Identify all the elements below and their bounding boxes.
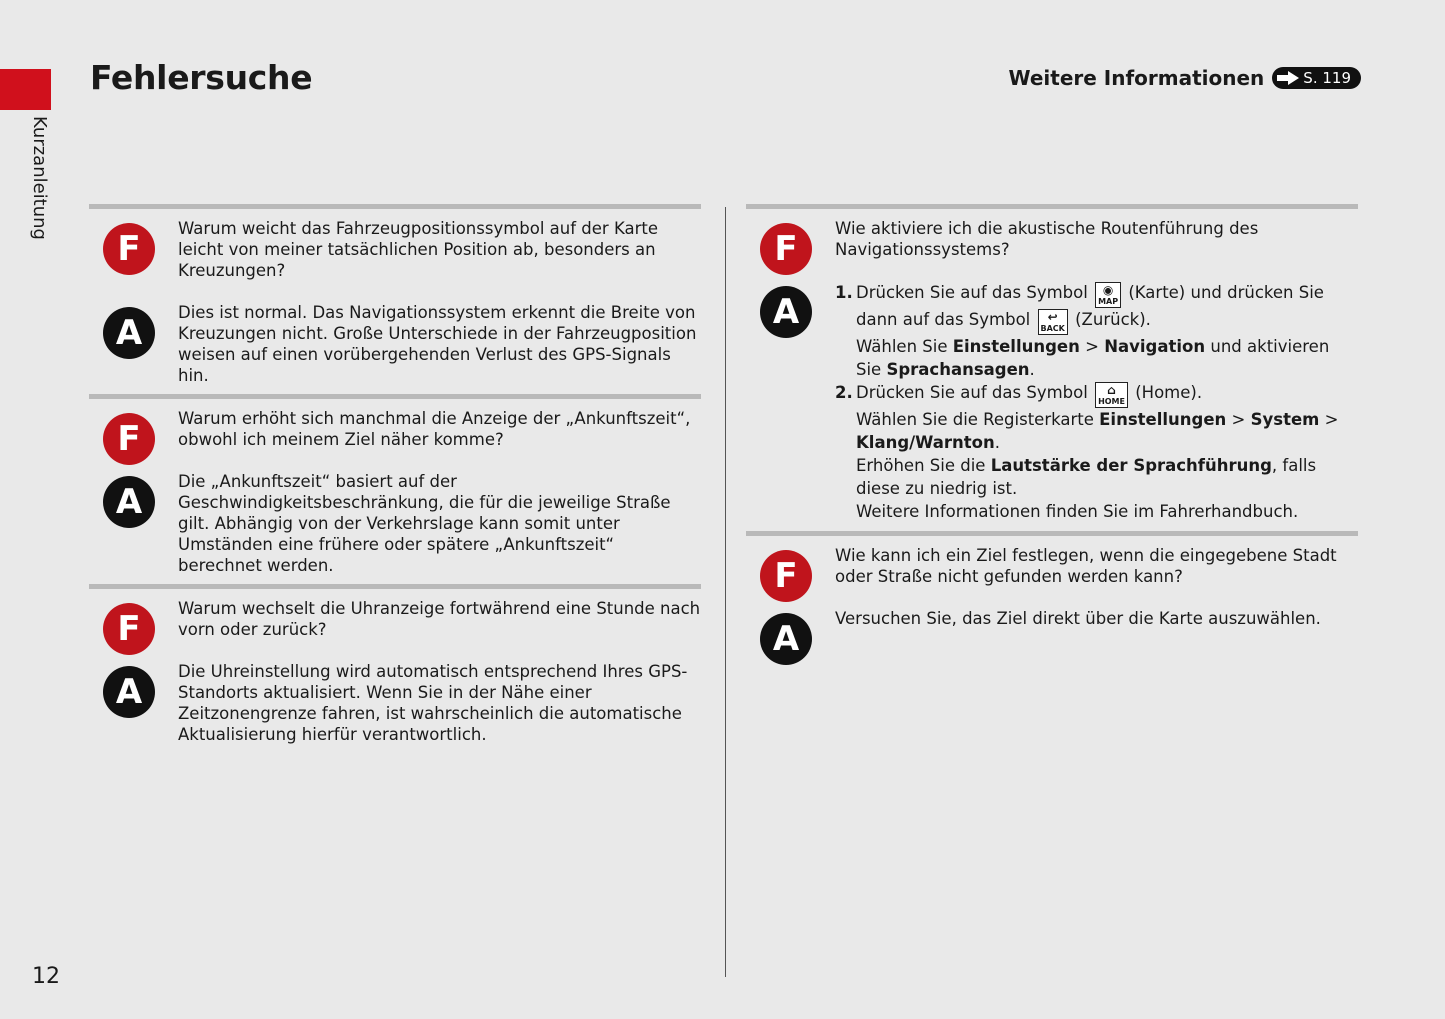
step-text: , falls diese zu niedrig ist. [856, 456, 1317, 498]
column-divider [725, 207, 726, 977]
right-column [746, 204, 1358, 659]
question-text: Warum weicht das Fahrzeugpositionssymbol auf der Karte leicht von meiner tatsächlichen Position ab, besonders an Kreuzungen? [178, 219, 659, 280]
section-label: Kurzanleitung [29, 116, 50, 240]
step-text: und aktivieren Sie [856, 337, 1330, 379]
answer [89, 471, 701, 576]
menu-term: Navigation [1104, 337, 1206, 356]
step-1 [835, 281, 1358, 381]
step-text: Erhöhen Sie die [856, 456, 986, 475]
question [89, 218, 701, 281]
menu-term: Einstellungen [952, 337, 1080, 356]
question-text: Wie aktiviere ich die akustische Routenführung des Navigationssystems? [835, 219, 1259, 259]
answer-badge-icon: A [103, 307, 155, 359]
question [89, 408, 701, 459]
map-icon: ◉ MAP [1095, 282, 1121, 308]
answer-text: Dies ist normal. Das Navigationssystem erkennt die Breite von Kreuzungen nicht. Große Unterschiede in der Fahrzeugposition weisen auf einen vorübergehenden Verlust des GPS-Signals hin. [178, 303, 697, 385]
answer-text: Versuchen Sie, das Ziel direkt über die Karte auszuwählen. [835, 609, 1321, 628]
step-text: (Karte) und drücken Sie dann auf das Symbol [856, 283, 1324, 329]
page-number: 12 [32, 964, 60, 989]
steps-list [835, 281, 1358, 523]
question-badge-icon: F [103, 603, 155, 655]
answer [89, 661, 701, 745]
section-tab [0, 69, 51, 110]
step-2 [835, 381, 1358, 523]
arrow-right-icon [1288, 71, 1299, 85]
step-text: (Zurück). [1075, 310, 1151, 329]
page-reference: S. 119 [1303, 69, 1351, 87]
step-text: (Home). [1135, 383, 1203, 402]
question-text: Wie kann ich ein Ziel festlegen, wenn die eingegebene Stadt oder Straße nicht gefunden werden kann? [835, 546, 1337, 586]
qa-block [746, 531, 1358, 659]
home-icon: ⌂ HOME [1095, 382, 1128, 408]
step-text: Weitere Informationen finden Sie im Fahrerhandbuch. [856, 502, 1299, 521]
step-number: 2. [835, 383, 853, 402]
left-column [89, 204, 701, 745]
answer-badge-icon: A [103, 666, 155, 718]
qa-block [89, 204, 701, 386]
menu-term: Lautstärke der Sprachführung [990, 456, 1272, 475]
punctuation: . [1029, 360, 1035, 379]
qa-block [89, 394, 701, 576]
answer-badge-icon: A [103, 476, 155, 528]
answer [89, 302, 701, 386]
step-text: Wählen Sie [856, 337, 948, 356]
separator: > [1085, 337, 1099, 356]
question-badge-icon: F [103, 223, 155, 275]
answer [746, 608, 1358, 659]
question-badge-icon: F [760, 550, 812, 602]
page-title: Fehlersuche [90, 58, 313, 97]
menu-term: System [1250, 410, 1320, 429]
more-info-label: Weitere Informationen [1008, 66, 1265, 90]
separator: > [1231, 410, 1246, 429]
qa-block [89, 584, 701, 745]
question-badge-icon: F [760, 223, 812, 275]
step-text: Drücken Sie auf das Symbol [856, 283, 1088, 302]
page-reference-link[interactable] [1272, 67, 1361, 89]
question-text: Warum erhöht sich manchmal die Anzeige der „Ankunftszeit“, obwohl ich meinem Ziel näher komme? [178, 409, 691, 449]
step-text: Wählen Sie die Registerkarte [856, 410, 1094, 429]
punctuation: . [994, 433, 1001, 452]
question-badge-icon: F [103, 413, 155, 465]
answer-text: Die „Ankunftszeit“ basiert auf der Geschwindigkeitsbeschränkung, die für die jeweilige Straße gilt. Abhängig von der Verkehrslage kann somit unter Umständen eine frühere oder spätere „Ankunftszeit“ berechnet werden. [178, 472, 671, 575]
qa-block [746, 204, 1358, 523]
question-text: Warum wechselt die Uhranzeige fortwährend eine Stunde nach vorn oder zurück? [178, 599, 701, 639]
back-icon: ↩ BACK [1038, 309, 1068, 335]
separator: > [1324, 410, 1339, 429]
question [746, 218, 1358, 269]
menu-term: Einstellungen [1099, 410, 1227, 429]
answer-badge-icon: A [760, 286, 812, 338]
answer-text: Die Uhreinstellung wird automatisch entsprechend Ihres GPS-Standorts aktualisiert. Wenn Sie in der Nähe einer Zeitzonengrenze fahren, ist wahrscheinlich die automatische Aktualisierung hierfür verantwortlich. [178, 662, 688, 744]
step-number: 1. [835, 283, 853, 302]
more-info [1008, 66, 1361, 90]
question [746, 545, 1358, 596]
step-text: Drücken Sie auf das Symbol [856, 383, 1088, 402]
answer-badge-icon: A [760, 613, 812, 665]
menu-term: Sprachansagen [886, 360, 1030, 379]
answer [746, 281, 1358, 523]
question [89, 598, 701, 649]
menu-term: Klang/Warnton [856, 433, 995, 452]
